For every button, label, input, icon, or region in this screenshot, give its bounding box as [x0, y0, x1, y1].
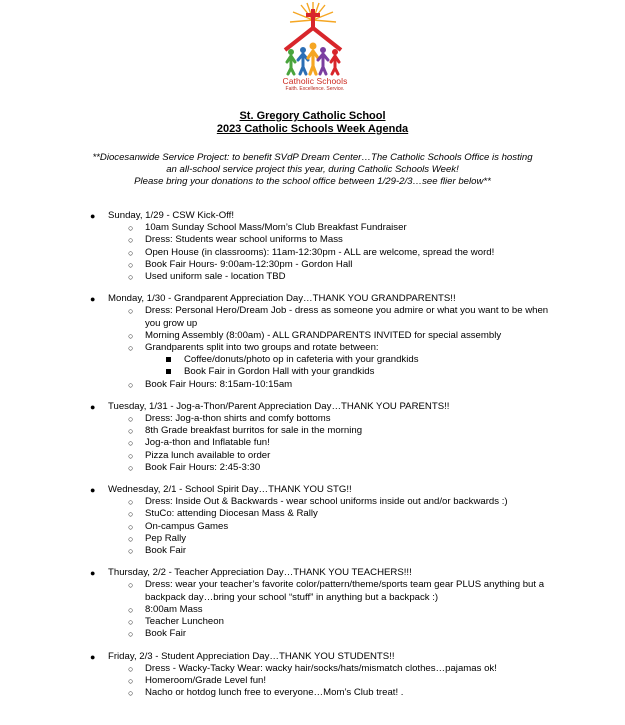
logo-tagline: Faith. Excellence. Service. [285, 86, 345, 92]
people-icon [287, 43, 339, 75]
agenda-item-text: Grandparents split into two groups and rotate between: [145, 342, 379, 354]
bullet-icon: ● [90, 211, 96, 221]
agenda-item-text: Dress: Students wear school uniforms to Mass [145, 234, 343, 246]
circle-bullet-icon: ○ [128, 306, 134, 317]
bullet-icon: ● [90, 651, 96, 662]
agenda-item-text: Dress: Inside Out & Backwards - wear school uniforms inside out and/or backwards :) [145, 496, 508, 508]
circle-bullet-icon: ○ [128, 247, 134, 258]
agenda-item [0, 379, 625, 391]
circle-bullet-icon: ○ [128, 497, 134, 508]
agenda-item [0, 259, 625, 271]
agenda-item [0, 437, 625, 449]
agenda-item-text: Book Fair Hours: 8:15am-10:15am [145, 378, 293, 390]
circle-bullet-icon: ○ [128, 533, 134, 544]
service-project-note [40, 152, 585, 189]
agenda-item-text: Book Fair Hours- 9:00am-12:30pm - Gordon Hall [145, 258, 353, 270]
bullet-icon: ● [90, 485, 96, 496]
day-title [0, 484, 625, 496]
agenda-item [0, 675, 625, 687]
agenda-item [0, 413, 625, 425]
day-title [0, 401, 625, 413]
bullet-icon: ● [90, 568, 96, 579]
agenda-item-text: Dress - Wacky-Tacky Wear: wacky hair/socks/hats/mismatch clothes…pajamas ok! [145, 662, 497, 674]
agenda-day [0, 567, 625, 640]
agenda-item [0, 222, 625, 234]
agenda-item [0, 663, 625, 675]
circle-bullet-icon: ○ [128, 604, 134, 615]
agenda-day [0, 484, 625, 557]
agenda-item [0, 508, 625, 520]
day-title [0, 293, 625, 305]
circle-bullet-icon: ○ [128, 438, 134, 449]
circle-bullet-icon: ○ [128, 450, 134, 461]
agenda-subitem-text: Book Fair in Gordon Hall with your grandkids [184, 366, 375, 378]
agenda-item-text: Dress: Jog-a-thon shirts and comfy bottoms [145, 413, 331, 425]
bullet-icon: ● [90, 401, 96, 412]
day-title [0, 567, 625, 579]
agenda-item [0, 628, 625, 640]
agenda-item [0, 521, 625, 533]
circle-bullet-icon: ○ [128, 688, 134, 699]
circle-bullet-icon: ○ [128, 462, 134, 473]
agenda-item-text: Book Fair Hours: 2:45-3:30 [145, 461, 261, 473]
circle-bullet-icon: ○ [128, 379, 134, 390]
agenda-title: 2023 Catholic Schools Week Agenda [216, 123, 409, 135]
circle-bullet-icon: ○ [128, 414, 134, 425]
circle-bullet-icon: ○ [128, 235, 134, 246]
agenda-item [0, 271, 625, 283]
note-line: an all-school service project this year, during Catholic Schools Week! [166, 164, 459, 176]
agenda-day [0, 401, 625, 474]
agenda-item [0, 496, 625, 508]
agenda-item [0, 450, 625, 462]
logo-name: Catholic Schools [282, 76, 348, 86]
agenda-item [0, 234, 625, 246]
agenda-item [0, 342, 625, 354]
agenda-item-text: Book Fair [145, 545, 187, 557]
circle-bullet-icon: ○ [128, 521, 134, 532]
circle-bullet-icon: ○ [128, 426, 134, 437]
logo-text [270, 76, 360, 92]
agenda-item-text: Open House (in classrooms): 11am-12:30pm - ALL are welcome, spread the word! [145, 246, 495, 258]
agenda-day [0, 651, 625, 700]
agenda-item [0, 604, 625, 616]
agenda-item [0, 616, 625, 628]
bullet-icon: ● [90, 294, 96, 305]
circle-bullet-icon: ○ [128, 223, 134, 234]
square-bullet-icon [166, 369, 171, 374]
day-title-text: Thursday, 2/2 - Teacher Appreciation Day…THANK YOU TEACHERS!!! [108, 567, 412, 579]
circle-bullet-icon: ○ [128, 675, 134, 686]
agenda-item-text: StuCo: attending Diocesan Mass & Rally [145, 508, 318, 520]
agenda-item [0, 462, 625, 474]
agenda-item-text: 8th Grade breakfast burritos for sale in the morning [145, 425, 363, 437]
agenda-item-text: Dress: wear your teacher’s favorite color/pattern/theme/sports team gear PLUS anything but a backpack day…bring your school “stuff” in anything but a backpack :) [145, 579, 545, 603]
agenda-day [0, 293, 625, 391]
agenda-item-text: Used uniform sale - location TBD [145, 271, 286, 283]
circle-bullet-icon: ○ [128, 580, 134, 591]
agenda-item-text: Teacher Luncheon [145, 616, 224, 628]
circle-bullet-icon: ○ [128, 272, 134, 283]
agenda-item-text: Dress: Personal Hero/Dream Job - dress as someone you admire or what you want to be when you grow up [145, 305, 549, 329]
agenda-item [0, 330, 625, 342]
agenda-item-text: Pep Rally [145, 532, 187, 544]
note-line: **Diocesanwide Service Project: to benefit SVdP Dream Center…The Catholic Schools Office is hosting [92, 152, 533, 163]
day-title [0, 651, 625, 663]
day-title-text: Wednesday, 2/1 - School Spirit Day…THANK YOU STG!! [108, 484, 352, 496]
school-title: St. Gregory Catholic School [239, 110, 386, 122]
agenda-list [0, 210, 625, 709]
day-title-text: Sunday, 1/29 - CSW Kick-Off! [108, 210, 235, 221]
agenda-item-text: Book Fair [145, 628, 187, 640]
agenda-item [0, 545, 625, 557]
agenda-item-text: Pizza lunch available to order [145, 449, 271, 461]
day-title [0, 210, 625, 222]
agenda-item-text: Homeroom/Grade Level fun! [145, 674, 267, 686]
agenda-item [0, 533, 625, 545]
agenda-subitem [0, 354, 625, 366]
agenda-day [0, 210, 625, 283]
agenda-item-text: On-campus Games [145, 520, 229, 532]
agenda-item [0, 579, 625, 603]
circle-bullet-icon: ○ [128, 509, 134, 520]
day-title-text: Friday, 2/3 - Student Appreciation Day…THANK YOU STUDENTS!! [108, 650, 395, 662]
agenda-item [0, 247, 625, 259]
circle-bullet-icon: ○ [128, 259, 134, 270]
agenda-item [0, 687, 625, 699]
circle-bullet-icon: ○ [128, 663, 134, 674]
circle-bullet-icon: ○ [128, 629, 134, 640]
agenda-subitem-text: Coffee/donuts/photo op in cafeteria with your grandkids [184, 354, 419, 366]
agenda-subitem [0, 366, 625, 378]
day-title-text: Tuesday, 1/31 - Jog-a-Thon/Parent Appreciation Day…THANK YOU PARENTS!! [108, 400, 450, 412]
agenda-item-text: Morning Assembly (8:00am) - ALL GRANDPARENTS INVITED for special assembly [145, 329, 502, 341]
day-title-text: Monday, 1/30 - Grandparent Appreciation Day…THANK YOU GRANDPARENTS!! [108, 293, 456, 305]
agenda-item [0, 425, 625, 437]
agenda-item-text: Nacho or hotdog lunch free to everyone…Mom’s Club treat! . [145, 687, 404, 699]
agenda-item [0, 305, 625, 329]
square-bullet-icon [166, 357, 171, 362]
note-line: Please bring your donations to the school office between 1/29-2/3…see flier below** [134, 176, 491, 188]
circle-bullet-icon: ○ [128, 546, 134, 557]
agenda-item-text: Jog-a-thon and Inflatable fun! [145, 437, 270, 449]
circle-bullet-icon: ○ [128, 343, 134, 354]
circle-bullet-icon: ○ [128, 617, 134, 628]
agenda-item-text: 8:00am Mass [145, 603, 203, 615]
circle-bullet-icon: ○ [128, 330, 134, 341]
agenda-item-text: 10am Sunday School Mass/Mom’s Club Breakfast Fundraiser [145, 222, 407, 234]
